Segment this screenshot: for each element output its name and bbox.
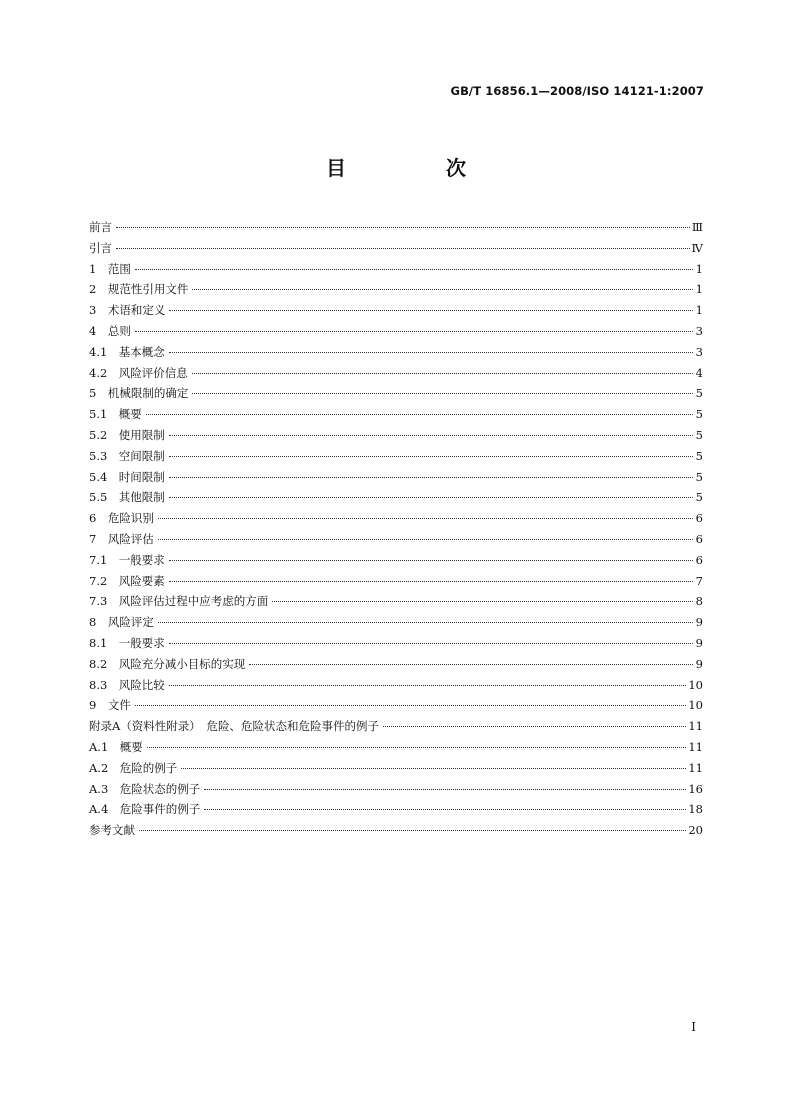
toc-entry-label: 7.2 风险要素: [89, 573, 165, 588]
toc-entry[interactable]: [89, 612, 703, 633]
toc-entry[interactable]: [89, 737, 703, 758]
toc-entry[interactable]: [89, 217, 703, 238]
toc-leader-dots: [169, 580, 693, 582]
footer-page-number: I: [691, 1020, 696, 1034]
page-title: 目 次: [326, 156, 506, 180]
toc-entry[interactable]: [89, 654, 703, 675]
toc-entry-label: 前言: [89, 220, 112, 234]
toc-leader-dots: [181, 767, 686, 769]
toc-entry-label: 9 文件: [89, 698, 131, 713]
toc-entry[interactable]: [89, 446, 703, 467]
toc-entry[interactable]: [89, 529, 703, 550]
toc-entry-page: 5: [695, 407, 703, 422]
toc-leader-dots: [169, 309, 693, 311]
toc-entry-label: 5.1 概要: [89, 407, 142, 422]
toc-entry-page: 11: [688, 760, 703, 775]
standard-number-header: GB/T 16856.1—2008/ISO 14121-1:2007: [450, 84, 704, 98]
toc-leader-dots: [169, 496, 693, 498]
toc-entry-page: 1: [695, 303, 703, 318]
toc-entry[interactable]: [89, 799, 703, 820]
toc-leader-dots: [135, 704, 687, 706]
toc-entry-page: 11: [688, 719, 703, 734]
toc-entry-page: 8: [695, 594, 703, 609]
toc-entry-page: 6: [695, 552, 703, 567]
toc-entry-label: 5.4 时间限制: [89, 469, 165, 484]
toc-entry[interactable]: [89, 508, 703, 529]
toc-leader-dots: [158, 621, 693, 623]
toc-entry[interactable]: [89, 467, 703, 488]
toc-entry[interactable]: [89, 259, 703, 280]
toc-entry-page: 5: [695, 490, 703, 505]
toc-entry-page: Ⅳ: [691, 240, 703, 255]
toc-leader-dots: [383, 725, 686, 727]
toc-entry[interactable]: [89, 425, 703, 446]
toc-entry-page: 5: [695, 427, 703, 442]
toc-entry-page: 4: [695, 365, 703, 380]
toc-entry-label: 参考文献: [89, 823, 135, 838]
toc-entry[interactable]: [89, 571, 703, 592]
toc-entry-page: 9: [695, 635, 703, 650]
toc-leader-dots: [116, 226, 690, 228]
toc-entry[interactable]: [89, 716, 703, 737]
toc-entry-label: 7.1 一般要求: [89, 552, 165, 567]
toc-entry-page: 9: [695, 615, 703, 630]
toc-entry-page: 11: [688, 739, 703, 754]
toc-entry[interactable]: [89, 238, 703, 259]
toc-entry[interactable]: [89, 779, 703, 800]
toc-leader-dots: [158, 538, 693, 540]
toc-entry[interactable]: [89, 363, 703, 384]
toc-leader-dots: [192, 372, 693, 374]
toc-entry-page: 5: [695, 448, 703, 463]
toc-entry-label: 5.5 其他限制: [89, 490, 165, 505]
toc-leader-dots: [169, 455, 693, 457]
toc-entry[interactable]: [89, 321, 703, 342]
toc-leader-dots: [169, 351, 693, 353]
toc-entry[interactable]: [89, 591, 703, 612]
toc-entry-label: 2 规范性引用文件: [89, 282, 189, 297]
toc-entry[interactable]: [89, 675, 703, 696]
toc-entry-label: 1 范围: [89, 261, 131, 276]
toc-leader-dots: [169, 684, 687, 686]
toc-entry-label: A.3 危险状态的例子: [89, 781, 201, 796]
toc-leader-dots: [204, 788, 686, 790]
toc-entry-label: 8.1 一般要求: [89, 635, 165, 650]
toc-leader-dots: [169, 434, 693, 436]
toc-entry-label: 8.3 风险比较: [89, 677, 165, 692]
toc-leader-dots: [204, 808, 686, 810]
toc-entry[interactable]: [89, 695, 703, 716]
toc-entry-label: 7 风险评估: [89, 531, 154, 546]
toc-entry-label: 4 总则: [89, 323, 131, 338]
toc-entry[interactable]: [89, 820, 703, 841]
toc-leader-dots: [169, 476, 693, 478]
toc-entry[interactable]: [89, 404, 703, 425]
toc-entry[interactable]: [89, 383, 703, 404]
toc-entry-label: 8 风险评定: [89, 615, 154, 630]
toc-entry-label: A.1 概要: [89, 739, 143, 754]
toc-leader-dots: [146, 413, 693, 415]
toc-entry[interactable]: [89, 633, 703, 654]
toc-entry-page: 6: [695, 531, 703, 546]
toc-entry-page: 9: [695, 656, 703, 671]
toc-entry[interactable]: [89, 279, 703, 300]
toc-entry-page: 10: [688, 698, 703, 713]
toc-entry-label: 7.3 风险评估过程中应考虑的方面: [89, 594, 269, 609]
toc-leader-dots: [147, 746, 687, 748]
toc-entry-page: 5: [695, 469, 703, 484]
toc-entry-page: 3: [695, 344, 703, 359]
toc-entry-page: 18: [688, 802, 703, 817]
toc-entry-label: 5.2 使用限制: [89, 427, 165, 442]
toc-entry-page: 10: [688, 677, 703, 692]
toc-leader-dots: [135, 330, 693, 332]
toc-entry-page: 6: [695, 511, 703, 526]
toc-entry-label: A.2 危险的例子: [89, 760, 178, 775]
toc-entry-label: 引言: [89, 240, 112, 255]
toc-entry-label: A.4 危险事件的例子: [89, 802, 201, 817]
toc-entry-page: 3: [695, 323, 703, 338]
toc-leader-dots: [139, 829, 686, 831]
toc-entry-label: 附录A（资料性附录） 危险、危险状态和危险事件的例子: [89, 719, 380, 734]
toc-entry-page: 7: [695, 573, 703, 588]
toc-entry-label: 4.2 风险评价信息: [89, 365, 188, 380]
toc-entry[interactable]: [89, 550, 703, 571]
toc-entry-label: 4.1 基本概念: [89, 344, 165, 359]
toc-leader-dots: [169, 559, 693, 561]
toc-entry-page: 16: [688, 781, 703, 796]
toc-entry[interactable]: [89, 300, 703, 321]
toc-leader-dots: [272, 600, 693, 602]
toc-entry-page: 20: [688, 823, 703, 838]
toc-entry[interactable]: [89, 487, 703, 508]
toc-entry[interactable]: [89, 342, 703, 363]
toc-entry-label: 6 危险识别: [89, 511, 154, 526]
toc-entry-page: 1: [695, 282, 703, 297]
toc-entry-label: 8.2 风险充分减小目标的实现: [89, 656, 246, 671]
toc-entry-label: 5.3 空间限制: [89, 448, 165, 463]
toc-entry-label: 5 机械限制的确定: [89, 386, 189, 401]
toc-leader-dots: [116, 247, 690, 249]
toc-leader-dots: [192, 288, 693, 290]
toc-leader-dots: [249, 663, 693, 665]
toc-leader-dots: [158, 517, 693, 519]
toc-leader-dots: [169, 642, 693, 644]
toc-entry-page: 1: [695, 261, 703, 276]
toc-entry[interactable]: [89, 758, 703, 779]
table-of-contents: [89, 217, 703, 841]
toc-entry-page: 5: [695, 386, 703, 401]
toc-entry-page: Ⅲ: [691, 220, 703, 234]
toc-leader-dots: [192, 392, 693, 394]
toc-entry-label: 3 术语和定义: [89, 303, 166, 318]
toc-leader-dots: [135, 268, 693, 270]
